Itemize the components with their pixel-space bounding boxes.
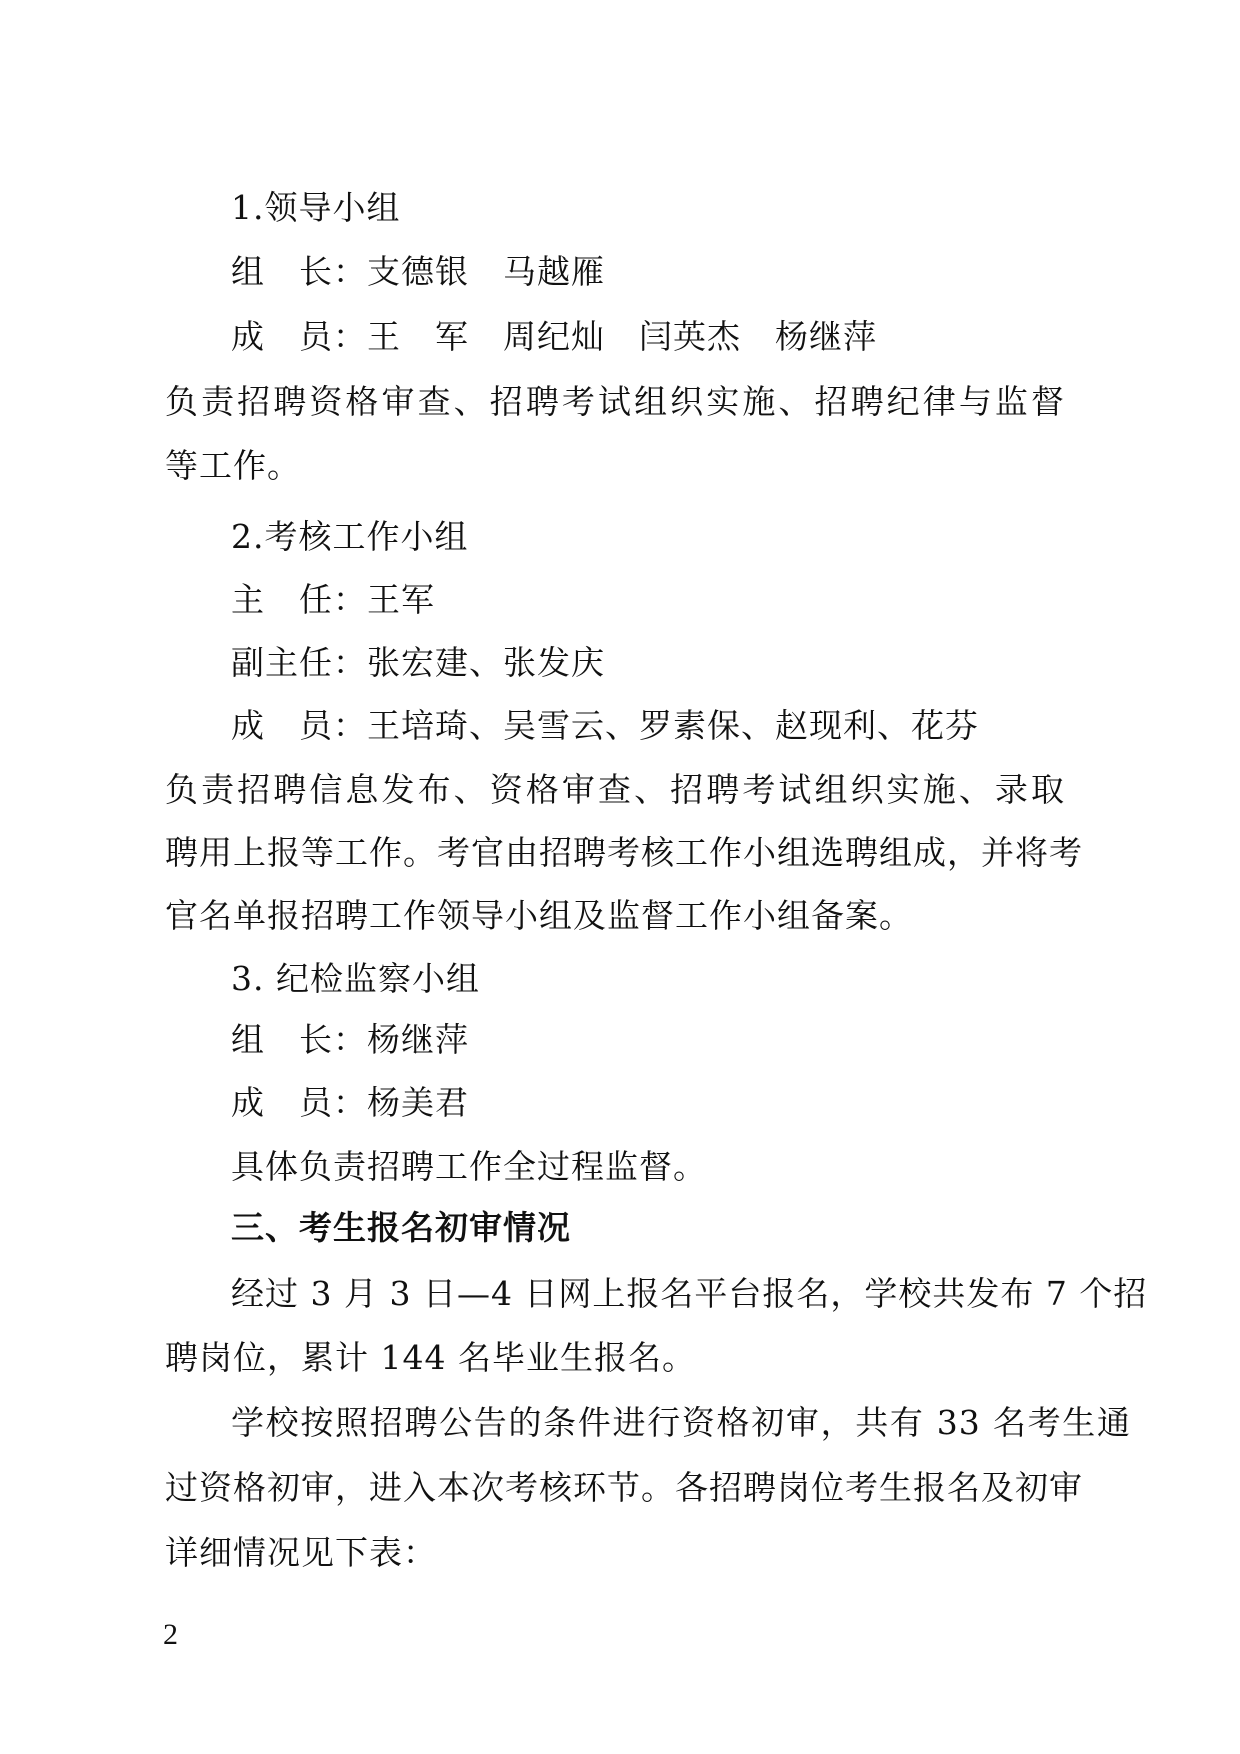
section-heading-discipline-group: 3. 纪检监察小组 bbox=[231, 959, 480, 998]
review-paragraph-line-2: 过资格初审，进入本次考核环节。各招聘岗位考生报名及初审 bbox=[165, 1468, 1083, 1507]
leadership-group-leader-line: 组 长：支德银 马越雁 bbox=[231, 252, 605, 291]
page-number: 2 bbox=[163, 1618, 178, 1651]
assessment-group-members-line: 成 员：王培琦、吴雪云、罗素保、赵现利、花芬 bbox=[231, 706, 979, 745]
leadership-group-members-line: 成 员：王 军 周纪灿 闫英杰 杨继萍 bbox=[231, 317, 877, 356]
discipline-group-duty-line: 具体负责招聘工作全过程监督。 bbox=[231, 1147, 707, 1186]
assessment-group-duty-line-2: 聘用上报等工作。考官由招聘考核工作小组选聘组成，并将考 bbox=[165, 833, 1083, 872]
review-paragraph-line-3: 详细情况见下表： bbox=[165, 1533, 437, 1572]
leadership-group-duty-line-1: 负责招聘资格审查、招聘考试组织实施、招聘纪律与监督 bbox=[165, 382, 1065, 421]
registration-paragraph-line-2: 聘岗位，累计 144 名毕业生报名。 bbox=[165, 1338, 696, 1377]
assessment-group-duty-line-1: 负责招聘信息发布、资格审查、招聘考试组织实施、录取 bbox=[165, 770, 1065, 809]
assessment-group-director-line: 主 任：王军 bbox=[231, 580, 435, 619]
discipline-group-leader-line: 组 长：杨继萍 bbox=[231, 1020, 469, 1059]
leadership-group-duty-line-2: 等工作。 bbox=[165, 446, 301, 485]
registration-paragraph-line-1: 经过 3 月 3 日—4 日网上报名平台报名，学校共发布 7 个招 bbox=[231, 1274, 1148, 1313]
section-heading-assessment-group: 2.考核工作小组 bbox=[231, 517, 469, 556]
assessment-group-duty-line-3: 官名单报招聘工作领导小组及监督工作小组备案。 bbox=[165, 896, 913, 935]
section-heading-leadership-group: 1.领导小组 bbox=[231, 188, 401, 227]
section-heading-registration-review: 三、考生报名初审情况 bbox=[231, 1208, 571, 1247]
review-paragraph-line-1: 学校按照招聘公告的条件进行资格初审，共有 33 名考生通 bbox=[231, 1403, 1131, 1442]
assessment-group-deputy-director-line: 副主任：张宏建、张发庆 bbox=[231, 643, 605, 682]
discipline-group-member-line: 成 员：杨美君 bbox=[231, 1083, 469, 1122]
